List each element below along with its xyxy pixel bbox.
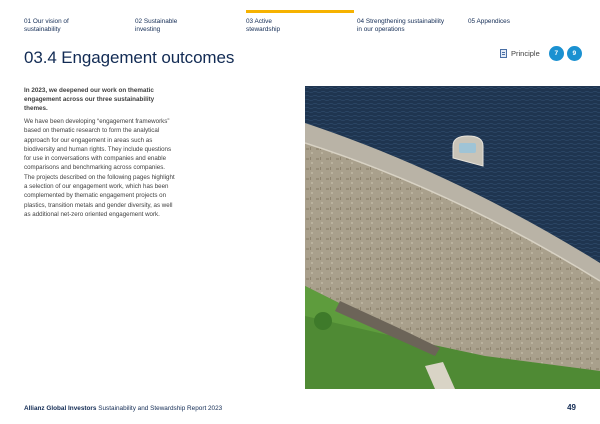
principle-badge-9[interactable]: 9	[567, 46, 582, 61]
section-navigation	[0, 18, 600, 38]
dam-aerial-photo	[305, 86, 600, 389]
principle-references	[500, 45, 582, 61]
body-paragraph: We have been developing “engagement frameworks” based on thematic research to form the analytical approach for our engagement in areas such as biodiversity and human rights. They include questions for use in conversations with companies and enable comparisons and benchmarking across companies. The projects described on the following pages highlight a selection of our engagement work, which has been complemented by thematic engagement projects on plastics, transition metals and gender diversity, as well as additional net-zero oriented engagement work.	[24, 118, 175, 218]
nav-item-sustainable-investing[interactable]	[135, 18, 177, 35]
active-section-indicator	[246, 10, 354, 13]
page-title: 03.4 Engagement outcomes	[24, 48, 235, 67]
nav-label: 05 Appendices	[468, 18, 510, 25]
principle-label: Principle	[511, 48, 540, 58]
nav-item-our-vision[interactable]	[24, 18, 69, 35]
footer-brand: Allianz Global Investors	[24, 405, 97, 412]
nav-item-appendices[interactable]	[468, 18, 510, 26]
dam-photo-illustration	[305, 86, 600, 389]
nav-item-active-stewardship[interactable]	[246, 18, 280, 35]
lead-paragraph: In 2023, we deepened our work on thematic engagement across our three sustainability themes.	[24, 87, 155, 113]
nav-label: in our operations	[357, 26, 405, 34]
book-icon	[500, 49, 507, 58]
nav-item-strengthening-sustainability[interactable]	[357, 18, 444, 35]
nav-label: sustainability	[24, 26, 61, 34]
footer-report-name: Sustainability and Stewardship Report 2023	[96, 405, 223, 412]
nav-label: investing	[135, 26, 161, 34]
nav-label: 02 Sustainable	[135, 18, 178, 25]
footer-report-title	[24, 405, 222, 412]
nav-label: stewardship	[246, 26, 281, 34]
nav-label: 03 Active	[246, 18, 272, 25]
tree	[314, 312, 332, 330]
page-number: 49	[567, 403, 576, 412]
principle-badge-7[interactable]: 7	[549, 46, 564, 61]
nav-label: 04 Strengthening sustainability	[357, 18, 445, 25]
nav-label: 01 Our vision of	[24, 18, 69, 25]
